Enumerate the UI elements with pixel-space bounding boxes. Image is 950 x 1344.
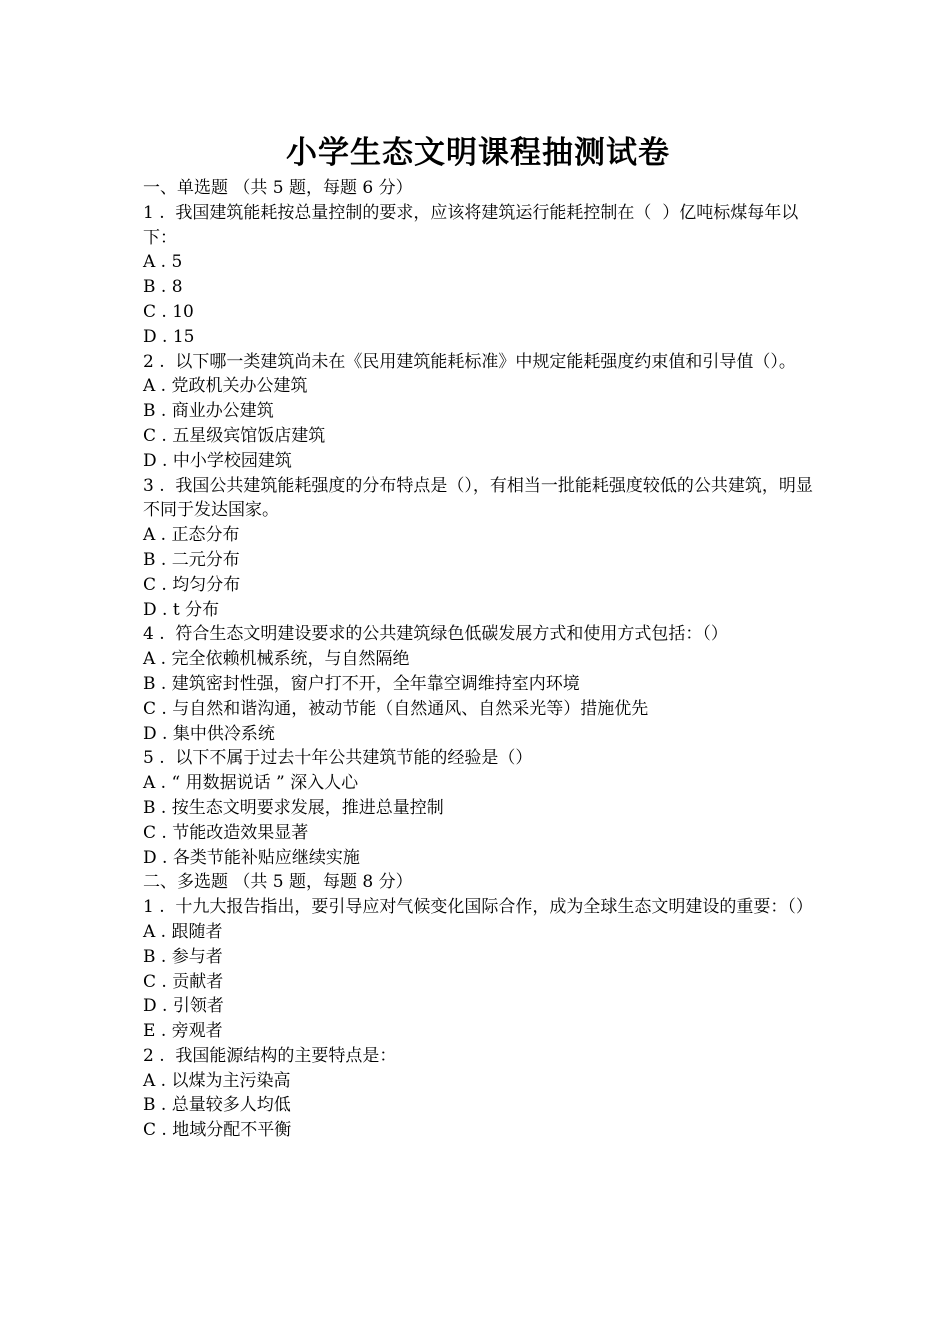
answer-option: C . 五星级宾馆饭店建筑 <box>143 425 326 446</box>
answer-option: C . 均匀分布 <box>143 574 241 595</box>
exam-title: 小学生态文明课程抽测试卷 <box>286 135 670 171</box>
question-stem: 1 . 十九大报告指出，要引导应对气候变化国际合作，成为全球生态文明建设的重要：（） <box>143 897 813 918</box>
answer-option: B . 按生态文明要求发展，推进总量控制 <box>143 797 444 818</box>
question-stem: 2 . 我国能源结构的主要特点是： <box>143 1045 397 1066</box>
answer-option: B . 二元分布 <box>143 549 240 570</box>
question-stem: 5 . 以下不属于过去十年公共建筑节能的经验是（） <box>143 748 533 769</box>
answer-option: C . 节能改造效果显著 <box>143 822 309 843</box>
answer-option: D . 各类节能补贴应继续实施 <box>143 847 360 868</box>
answer-option: B . 建筑密封性强，窗户打不开，全年靠空调维持室内环境 <box>143 673 580 694</box>
answer-option: D . 集中供冷系统 <box>143 723 275 744</box>
answer-option: B . 参与者 <box>143 946 223 967</box>
answer-option: D . 15 <box>143 326 195 347</box>
exam-page <box>143 132 813 1143</box>
answer-option: D . t 分布 <box>143 599 220 620</box>
answer-option: D . 中小学校园建筑 <box>143 450 292 471</box>
answer-option: E . 旁观者 <box>143 1021 223 1042</box>
answer-option: C . 地域分配不平衡 <box>143 1120 292 1141</box>
answer-option: A . 正态分布 <box>143 525 240 546</box>
answer-option: A . “ 用数据说话 ” 深入人心 <box>143 773 359 794</box>
question-stem: 1 . 我国建筑能耗按总量控制的要求，应该将建筑运行能耗控制在（ ）亿吨标煤每年以下： <box>143 202 799 248</box>
section-heading-single-choice: 一、单选题 （共 5 题，每题 6 分） <box>143 178 413 198</box>
answer-option: B . 商业办公建筑 <box>143 401 274 422</box>
question-stem: 3 . 我国公共建筑能耗强度的分布特点是（），有相当一批能耗强度较低的公共建筑，明显不同于发达国家。 <box>143 475 813 521</box>
answer-option: A . 5 <box>143 252 183 273</box>
answer-option: C . 贡献者 <box>143 971 224 992</box>
question-stem: 4 . 符合生态文明建设要求的公共建筑绿色低碳发展方式和使用方式包括：（） <box>143 624 728 645</box>
answer-option: A . 跟随者 <box>143 921 223 942</box>
answer-option: B . 8 <box>143 277 183 298</box>
answer-option: C . 10 <box>143 301 194 322</box>
answer-option: C . 与自然和谐沟通，被动节能（自然通风、自然采光等）措施优先 <box>143 698 649 719</box>
question-stem: 2 . 以下哪一类建筑尚未在《民用建筑能耗标准》中规定能耗强度约束值和引导值（）。 <box>143 351 796 372</box>
answer-option: D . 引领者 <box>143 996 224 1017</box>
answer-option: B . 总量较多人均低 <box>143 1095 291 1116</box>
answer-option: A . 完全依赖机械系统，与自然隔绝 <box>143 649 410 670</box>
answer-option: A . 党政机关办公建筑 <box>143 376 308 397</box>
answer-option: A . 以煤为主污染高 <box>143 1070 291 1091</box>
section-heading-multiple-choice: 二、多选题 （共 5 题，每题 8 分） <box>143 872 413 893</box>
